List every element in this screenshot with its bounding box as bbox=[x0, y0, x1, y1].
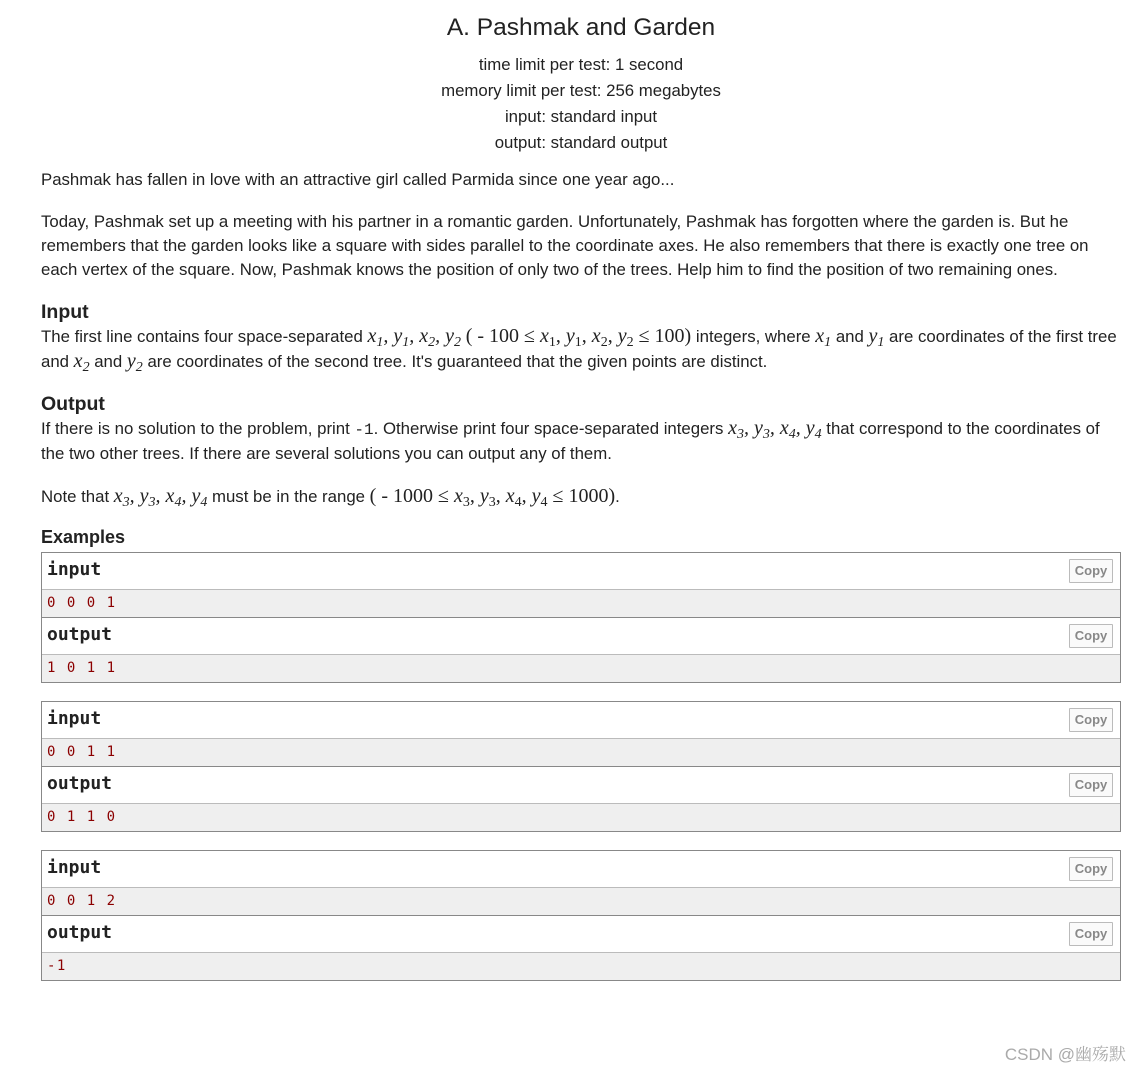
example-input-header bbox=[42, 851, 1120, 888]
output-heading: Output bbox=[41, 393, 105, 415]
example-output-value: 0 1 1 0 bbox=[47, 809, 117, 825]
example-input-header bbox=[42, 702, 1120, 739]
example-input-header bbox=[42, 553, 1120, 590]
input-heading: Input bbox=[41, 301, 89, 323]
example-input-value: 0 0 0 1 bbox=[47, 595, 117, 611]
examples-list bbox=[41, 552, 1121, 981]
output-note: Note that $x_3$, $y_3$, $x_4$, $y_4$ must be in the range ( - $1000 \le x_3$, $y_3$, $x_4$, $y_4 \le 1000$). bbox=[41, 485, 620, 511]
problem-title: A. Pashmak and Garden bbox=[446, 14, 716, 41]
output-description: If there is no solution to the problem, print -1. Otherwise print four space-separated integers $x_3$, $y_3$, $x_4$, $y_4$ that correspond to the coordinates of the two other trees. If there are several solutions you can output any of them. bbox=[41, 417, 1100, 463]
watermark: CSDN @幽殇默 bbox=[1004, 1045, 1126, 1064]
output-label: output bbox=[47, 773, 113, 794]
example-output-body bbox=[42, 655, 1120, 682]
examples-heading: Examples bbox=[41, 527, 126, 547]
copy-output-button[interactable]: Copy bbox=[1069, 624, 1113, 648]
limits-block bbox=[41, 52, 1121, 156]
input-source: input: standard input bbox=[504, 107, 658, 126]
example-input-body bbox=[42, 739, 1120, 766]
copy-input-button[interactable]: Copy bbox=[1069, 857, 1113, 881]
input-label: input bbox=[47, 708, 102, 729]
example-output-header bbox=[42, 617, 1120, 655]
example-input-body bbox=[42, 888, 1120, 915]
example-output-header bbox=[42, 766, 1120, 804]
input-label: input bbox=[47, 559, 102, 580]
problem-statement bbox=[41, 0, 1121, 981]
example-output-header bbox=[42, 915, 1120, 953]
example-block bbox=[41, 701, 1121, 832]
input-label: input bbox=[47, 857, 102, 878]
example-block bbox=[41, 552, 1121, 683]
copy-input-button[interactable]: Copy bbox=[1069, 708, 1113, 732]
example-output-body bbox=[42, 953, 1120, 980]
statement-paragraph-1: Pashmak has fallen in love with an attractive girl called Parmida since one year ago... bbox=[41, 170, 675, 189]
input-description: The first line contains four space-separated $x_1$, $y_1$, $x_2$, $y_2$ ( - $100 \le x_1$, $y_1$, $x_2$, $y_2 \le 100$) integers, where $x_1$ and $y_1$ are coordinates of the first tree and $x_2$ and $y_2$ are coordinates of the second tree. It's guaranteed that the given points are distinct. bbox=[41, 325, 1117, 376]
example-output-body bbox=[42, 804, 1120, 831]
example-input-value: 0 0 1 2 bbox=[47, 893, 117, 909]
output-label: output bbox=[47, 922, 113, 943]
time-limit: time limit per test: 1 second bbox=[478, 55, 684, 74]
example-output-value: -1 bbox=[47, 958, 67, 974]
example-output-value: 1 0 1 1 bbox=[47, 660, 117, 676]
example-input-value: 0 0 1 1 bbox=[47, 744, 117, 760]
copy-output-button[interactable]: Copy bbox=[1069, 773, 1113, 797]
output-source: output: standard output bbox=[494, 133, 668, 152]
statement-paragraph-2: Today, Pashmak set up a meeting with his partner in a romantic garden. Unfortunately, Pashmak has forgotten where the garden is. But he remembers that the garden looks like a square with sides parallel to the coordinate axes. He also remembers that there is exactly one tree on each vertex of the square. Now, Pashmak knows the position of only two of the trees. Help him to find the position of two remaining ones. bbox=[41, 212, 1089, 279]
copy-output-button[interactable]: Copy bbox=[1069, 922, 1113, 946]
copy-input-button[interactable]: Copy bbox=[1069, 559, 1113, 583]
output-label: output bbox=[47, 624, 113, 645]
memory-limit: memory limit per test: 256 megabytes bbox=[441, 81, 721, 100]
example-input-body bbox=[42, 590, 1120, 617]
example-block bbox=[41, 850, 1121, 981]
